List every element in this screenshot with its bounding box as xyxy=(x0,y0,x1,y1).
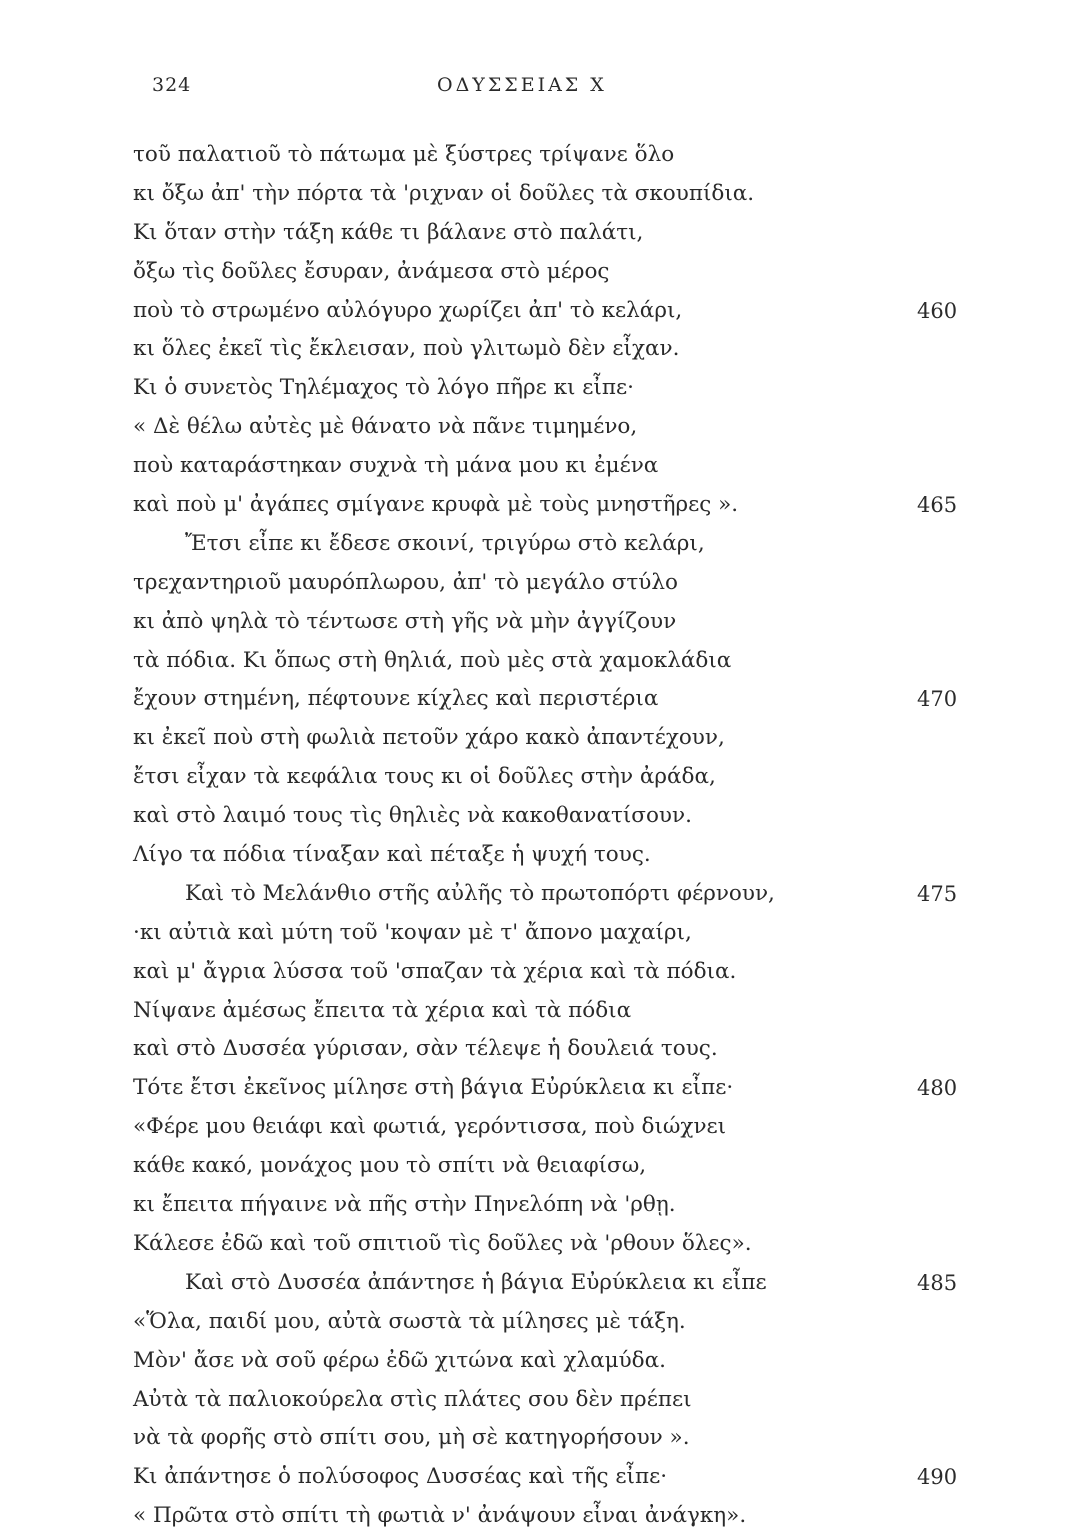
page-number: 324 xyxy=(152,74,192,96)
verse-text: κι ἔπειτα πήγαινε νὰ πῆς στὴν Πηνελόπη νὰ 'ρθῃ. xyxy=(133,1192,676,1218)
verse-line xyxy=(133,525,973,564)
line-number: 475 xyxy=(917,881,958,906)
verse-line xyxy=(133,214,973,253)
verse-line xyxy=(133,1342,973,1381)
verse-text: Κι ὅταν στὴν τάξη κάθε τι βάλανε στὸ παλάτι, xyxy=(133,219,644,245)
verse-text: κι ἀπὸ ψηλὰ τὸ τέντωσε στὴ γῆς νὰ μὴν ἀγγίζουν xyxy=(133,608,677,634)
line-number: 460 xyxy=(917,298,958,323)
verse-line xyxy=(133,447,973,486)
line-number: 470 xyxy=(917,687,958,712)
verse-text: Λίγο τα πόδια τίναξαν καὶ πέταξε ἡ ψυχή τους. xyxy=(133,842,651,868)
verse-line xyxy=(133,292,973,331)
verse-text: Κι ὁ συνετὸς Τηλέμαχος τὸ λόγο πῆρε κι εἶπε· xyxy=(133,375,634,401)
verse-text: καὶ στὸ Δυσσέα γύρισαν, σὰν τέλεψε ἡ δουλειά τους. xyxy=(133,1036,718,1062)
verse-line xyxy=(133,719,973,758)
line-number: 485 xyxy=(917,1270,958,1295)
verse-line xyxy=(133,1108,973,1147)
verse-text: Μὸν' ἄσε νὰ σοῦ φέρω ἐδῶ χιτώνα καὶ χλαμύδα. xyxy=(133,1347,666,1373)
verse-line xyxy=(133,953,973,992)
verse-line xyxy=(133,914,973,953)
verse-line xyxy=(133,680,973,719)
verse-line xyxy=(133,603,973,642)
verse-text: καὶ ποὺ μ' ἀγάπες σμίγανε κρυφὰ μὲ τοὺς μνηστῆρες ». xyxy=(133,492,739,518)
verse-text: κι ὅλες ἐκεῖ τὶς ἔκλεισαν, ποὺ γλιτωμὸ δὲν εἶχαν. xyxy=(133,336,680,362)
line-number: 465 xyxy=(917,493,958,518)
verse-line xyxy=(133,486,973,525)
verse-line xyxy=(133,642,973,681)
verse-text: ἔχουν στημένη, πέφτουνε κίχλες καὶ περιστέρια xyxy=(133,686,659,712)
verse-line xyxy=(133,175,973,214)
verse-text: ἔτσι εἶχαν τὰ κεφάλια τους κι οἱ δοῦλες στὴν ἀράδα, xyxy=(133,764,716,790)
verse-line xyxy=(133,1419,973,1458)
verse-line xyxy=(133,758,973,797)
line-number: 480 xyxy=(917,1076,958,1101)
verse-line xyxy=(133,1303,973,1342)
running-title: ΟΔΥΣΣΕΙΑΣ Χ xyxy=(437,74,607,96)
verse-line xyxy=(133,1381,973,1420)
verse-text: Αὐτὰ τὰ παλιοκούρελα στὶς πλάτες σου δὲν πρέπει xyxy=(133,1386,692,1412)
verse-line xyxy=(133,369,973,408)
verse-line xyxy=(133,1069,973,1108)
verse-text: νὰ τὰ φορῆς στὸ σπίτι σου, μὴ σὲ κατηγορήσουν ». xyxy=(133,1425,690,1451)
verse-line xyxy=(133,836,973,875)
verse-text: «Ὅλα, παιδί μου, αὐτὰ σωστὰ τὰ μίλησες μὲ τάξη. xyxy=(133,1308,686,1334)
verse-text: καὶ στὸ λαιμό τους τὶς θηλιὲς νὰ κακοθανατίσουν. xyxy=(133,803,692,829)
verse-text: « Πρῶτα στὸ σπίτι τὴ φωτιὰ ν' ἀνάψουν εἶναι ἀνάγκη». xyxy=(133,1503,747,1529)
verse-text: ·κι αὐτιὰ καὶ μύτη τοῦ 'κοψαν μὲ τ' ἄπονο μαχαίρι, xyxy=(133,919,692,945)
verse-text: « Δὲ θέλω αὐτὲς μὲ θάνατο νὰ πᾶνε τιμημένο, xyxy=(133,414,638,440)
verse-text: τρεχαντηριοῦ μαυρόπλωρου, ἀπ' τὸ μεγάλο στύλο xyxy=(133,569,678,595)
verse-text: κι ὄξω ἀπ' τὴν πόρτα τὰ 'ριχναν οἱ δοῦλες τὰ σκουπίδια. xyxy=(133,180,755,206)
verse-text: ὄξω τὶς δοῦλες ἔσυραν, ἀνάμεσα στὸ μέρος xyxy=(133,258,610,284)
verse-text: τοῦ παλατιοῦ τὸ πάτωμα μὲ ξύστρες τρίψανε ὅλο xyxy=(133,142,675,167)
verse-text: ποὺ τὸ στρωμένο αὐλόγυρο χωρίζει ἀπ' τὸ κελάρι, xyxy=(133,297,683,323)
verse-text: Κάλεσε ἐδῶ καὶ τοῦ σπιτιοῦ τὶς δοῦλες νὰ 'ρθουν ὅλες». xyxy=(133,1230,752,1256)
verse-line xyxy=(133,1497,973,1536)
verse-line xyxy=(133,1186,973,1225)
verse-text: Κι ἀπάντησε ὁ πολύσοφος Δυσσέας καὶ τῆς εἶπε· xyxy=(133,1464,668,1490)
verse-line xyxy=(133,992,973,1031)
verse-line xyxy=(133,1458,973,1497)
verse-line xyxy=(133,875,973,914)
verse-line xyxy=(133,1225,973,1264)
verse-text: Νίψανε ἀμέσως ἔπειτα τὰ χέρια καὶ τὰ πόδια xyxy=(133,997,632,1023)
verse-line xyxy=(133,1030,973,1069)
verse-text: Καὶ στὸ Δυσσέα ἀπάντησε ἡ βάγια Εὐρύκλεια κι εἶπε xyxy=(185,1269,767,1295)
verse-text: Τότε ἔτσι ἐκεῖνος μίλησε στὴ βάγια Εὐρύκλεια κι εἶπε· xyxy=(133,1075,734,1101)
verse-text: Καὶ τὸ Μελάνθιο στῆς αὐλῆς τὸ πρωτοπόρτι φέρνουν, xyxy=(185,880,775,906)
verse-text: καὶ μ' ἄγρια λύσσα τοῦ 'σπαζαν τὰ χέρια καὶ τὰ πόδια. xyxy=(133,958,737,984)
verse-text: Ἔτσι εἶπε κι ἔδεσε σκοινί, τριγύρω στὸ κελάρι, xyxy=(185,530,705,556)
verse-line xyxy=(133,330,973,369)
verse-line xyxy=(133,797,973,836)
verse-line xyxy=(133,1264,973,1303)
verse-line xyxy=(133,1147,973,1186)
verse-block xyxy=(133,136,973,1536)
verse-line xyxy=(133,253,973,292)
verse-text: «Φέρε μου θειάφι καὶ φωτιά, γερόντισσα, ποὺ διώχνει xyxy=(133,1114,727,1140)
line-number: 490 xyxy=(917,1465,958,1490)
verse-text: κι ἐκεῖ ποὺ στὴ φωλιὰ πετοῦν χάρο κακὸ ἀπαντέχουν, xyxy=(133,725,725,751)
verse-line xyxy=(133,408,973,447)
verse-line xyxy=(133,136,973,175)
verse-text: κάθε κακό, μονάχος μου τὸ σπίτι νὰ θειαφίσω, xyxy=(133,1153,647,1179)
verse-text: ποὺ καταράστηκαν συχνὰ τὴ μάνα μου κι ἐμένα xyxy=(133,453,659,479)
verse-line xyxy=(133,564,973,603)
verse-text: τὰ πόδια. Κι ὅπως στὴ θηλιά, ποὺ μὲς στὰ χαμοκλάδια xyxy=(133,647,732,673)
